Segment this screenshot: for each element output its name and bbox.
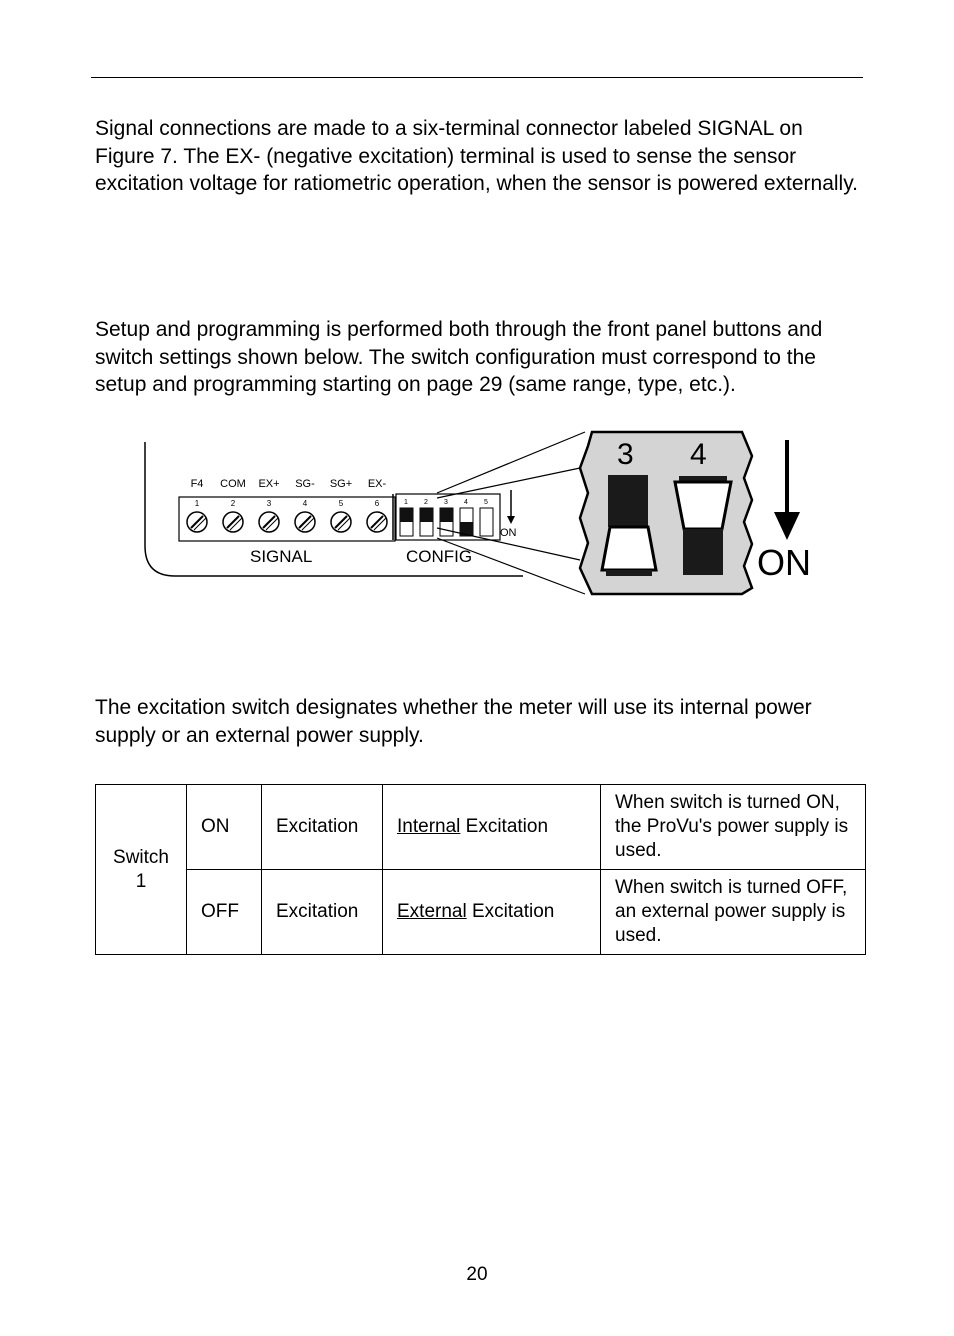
- excitation-switch-table: [95, 784, 866, 955]
- terminal-number: 1: [194, 499, 200, 508]
- table-row: [96, 870, 866, 955]
- zoom-number-4: 4: [690, 438, 707, 471]
- state-cell: OFF: [187, 870, 262, 955]
- dip-switch-knob: [440, 508, 453, 522]
- state-cell: ON: [187, 785, 262, 870]
- signal-label: SIGNAL: [250, 547, 313, 566]
- excitation-paragraph: The excitation switch designates whether the meter will use its internal power supply or an external power supply.: [95, 696, 812, 747]
- dip-number: 4: [464, 499, 468, 506]
- terminal-number: 3: [266, 499, 272, 508]
- terminal-number: 4: [302, 499, 308, 508]
- terminal-label: EX+: [258, 478, 280, 490]
- dip-number: 2: [424, 499, 428, 506]
- description-cell: When switch is turned ON, the ProVu's power supply is used.: [601, 785, 866, 870]
- function-cell: Excitation: [262, 785, 383, 870]
- terminal-screws: [187, 478, 387, 532]
- terminal-number: 5: [338, 499, 344, 508]
- mode-keyword: External: [397, 901, 467, 922]
- function-cell: Excitation: [262, 870, 383, 955]
- terminal-block: [179, 497, 395, 541]
- signal-paragraph: Signal connections are made to a six-terminal connector labeled SIGNAL on Figure 7. The EX- (negative excitation) terminal is used to sense the sensor excitation voltage for ratiometric operation, when the sensor is powered externally.: [95, 117, 859, 195]
- zoom-switch-3: [602, 475, 656, 576]
- switch-cell: Switch 1: [96, 785, 187, 955]
- mode-cell: [383, 870, 601, 955]
- terminal-label: SG+: [329, 478, 353, 490]
- description-cell: When switch is turned OFF, an external power supply is used.: [601, 870, 866, 955]
- zoom-switch-4: [675, 476, 731, 575]
- dip-number: 5: [484, 499, 488, 506]
- mode-cell: [383, 785, 601, 870]
- terminal-label: EX-: [367, 478, 387, 490]
- dip-switch-body: [480, 508, 493, 536]
- table-row: [96, 785, 866, 870]
- terminal-label: COM: [220, 478, 246, 490]
- dip-number: 1: [404, 499, 408, 506]
- dip-number: 3: [444, 499, 448, 506]
- terminal-label: SG-: [295, 478, 315, 490]
- terminal-number: 2: [230, 499, 236, 508]
- config-switch-figure: [140, 428, 820, 600]
- terminal-number: 6: [374, 499, 380, 508]
- dip-switch-knob: [400, 508, 413, 522]
- zoom-number-3: 3: [617, 438, 634, 471]
- zoom-on-label: ON: [757, 542, 811, 583]
- setup-paragraph: Setup and programming is performed both through the front panel buttons and switch settings shown below. The switch configuration must correspond to the setup and programming starting on page 29 (same range, type, etc.).: [95, 318, 823, 396]
- terminal-label: F4: [190, 478, 204, 490]
- dip-switch-knob: [420, 508, 433, 522]
- mode-rest: Excitation: [460, 816, 549, 837]
- mode-rest: Excitation: [466, 901, 555, 922]
- small-on-label: ON: [500, 527, 517, 539]
- mode-keyword: Internal: [397, 816, 461, 837]
- header-rule: [91, 77, 863, 78]
- page-number: 20: [466, 1264, 488, 1285]
- config-label: CONFIG: [406, 547, 473, 566]
